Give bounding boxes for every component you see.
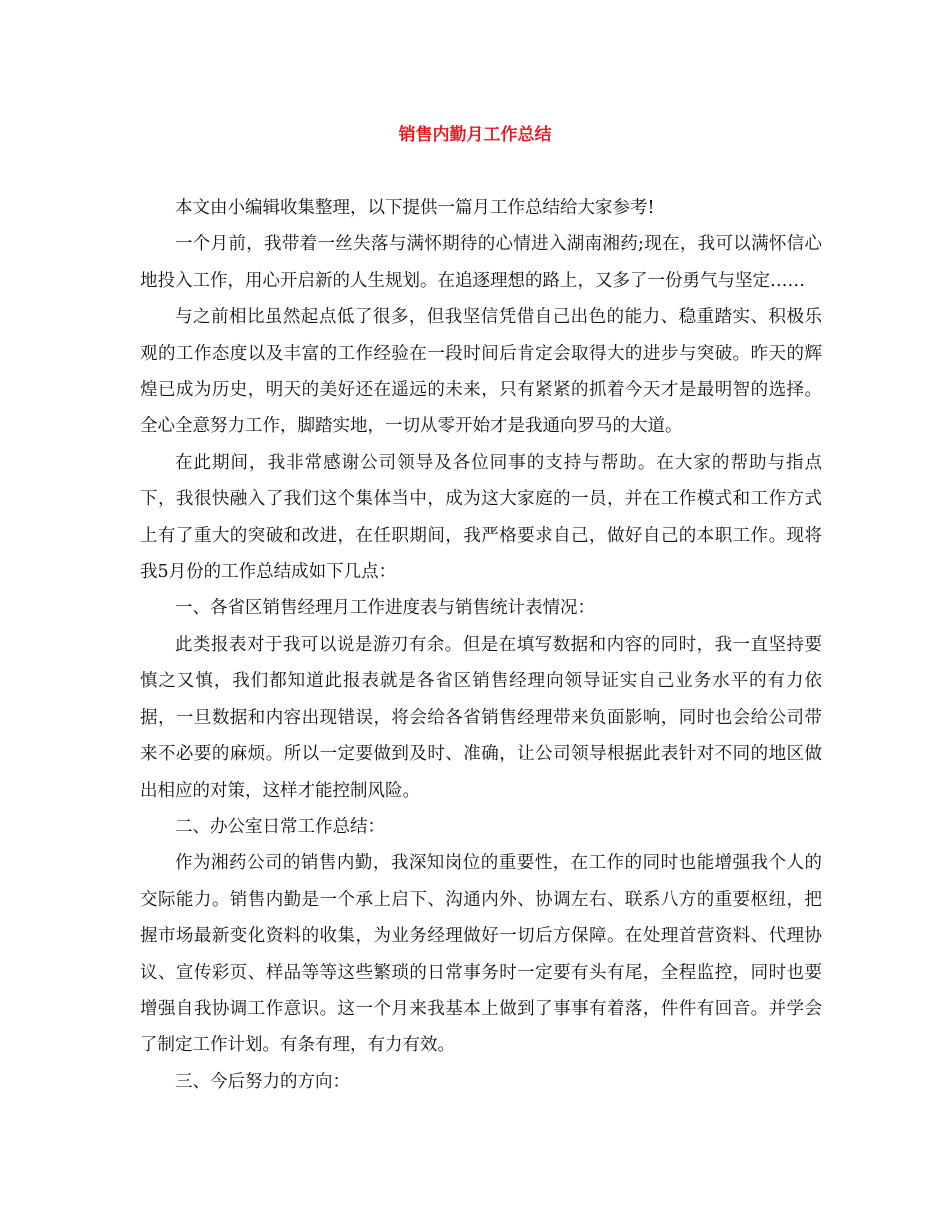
paragraph: 一个月前，我带着一丝失落与满怀期待的心情进入湖南湘药;现在，我可以满怀信心地投入工作，用心开启新的人生规划。在追逐理想的路上，又多了一份勇气与坚定…… [140,234,822,291]
document-body [140,190,822,1100]
paragraph: 此类报表对于我可以说是游刃有余。但是在填写数据和内容的同时，我一直坚持要慎之又慎，我们都知道此报表就是各省区销售经理向领导证实自己业务水平的有力依据，一旦数据和内容出现错误，将会给各省销售经理带来负面影响，同时也会给公司带来不必要的麻烦。所以一定要做到及时、准确，让公司领导根据此表针对不同的地区做出相应的对策，这样才能控制风险。 [140,634,822,801]
paragraph: 在此期间，我非常感谢公司领导及各位同事的支持与帮助。在大家的帮助与指点下，我很快融入了我们这个集体当中，成为这大家庭的一员，并在工作模式和工作方式上有了重大的突破和改进，在任职期间，我严格要求自己，做好自己的本职工作。现将我5月份的工作总结成如下几点： [140,452,822,583]
section-heading: 三、今后努力的方向： [175,1071,350,1092]
paragraph: 与之前相比虽然起点低了很多，但我坚信凭借自己出色的能力、稳重踏实、积极乐观的工作态度以及丰富的工作经验在一段时间后肯定会取得大的进步与突破。昨天的辉煌已成为历史，明天的美好还在遥远的未来，只有紧紧的抓着今天才是最明智的选择。全心全意努力工作，脚踏实地，一切从零开始才是我通向罗马的大道。 [140,307,822,437]
document-title: 销售内勤月工作总结 [398,125,552,145]
paragraph: 作为湘药公司的销售内勤，我深知岗位的重要性，在工作的同时也能增强我个人的交际能力。销售内勤是一个承上启下、沟通内外、协调左右、联系八方的重要枢纽，把握市场最新变化资料的收集，为业务经理做好一切后方保障。在处理首营资料、代理协议、宣传彩页、样品等等这些繁琐的日常事务时一定要有头有尾，全程监控，同时也要增强自我协调工作意识。这一个月来我基本上做到了事事有着落，件件有回音。并学会了制定工作计划。有条有理，有力有效。 [140,853,822,1056]
section-heading: 一、各省区销售经理月工作进度表与销售统计表情况： [175,598,595,619]
paragraph: 本文由小编辑收集整理，以下提供一篇月工作总结给大家参考! [175,198,655,218]
section-heading: 二、办公室日常工作总结： [175,816,385,837]
